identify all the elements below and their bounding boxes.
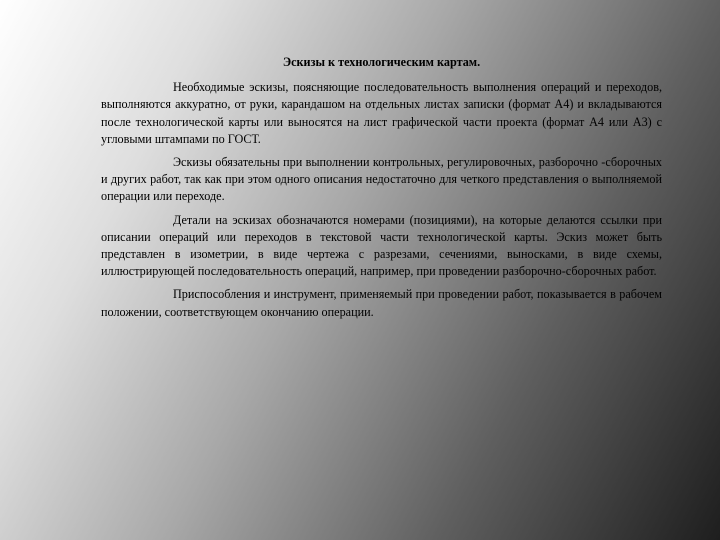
paragraph-3: Детали на эскизах обозначаются номерами (позициями), на которые делаются ссылки при описании операций или переходов в текстовой части технологической карты. Эскиз может быть представлен в изометрии, в виде чертежа с разрезами, сечениями, выносками, в виде схемы, иллюстрирующей последовательность операций, например, при проведении разборочно-сборочных работ. (101, 212, 662, 279)
paragraph-4: Приспособления и инструмент, применяемый при проведении работ, показывается в рабочем положении, соответствующем окончанию операции. (101, 287, 662, 319)
paragraph-1: Необходимые эскизы, поясняющие последовательность выполнения операций и переходов, выполняются аккуратно, от руки, карандашом на отдельных листах записки (формат А4) и вкладываются после технологической карты или выносятся на лист графической части проекта (формат А4 или А3) с угловыми штампами по ГОСТ. (101, 80, 662, 146)
document-title: Эскизы к технологическим картам. (282, 55, 481, 69)
text-block (101, 54, 662, 327)
paragraph-2: Эскизы обязательны при выполнении контрольных, регулировочных, разборочно -сборочных и других работ, так как при этом одного описания недостаточно для четкого представления о выполняемой операции или переходе. (101, 155, 662, 204)
